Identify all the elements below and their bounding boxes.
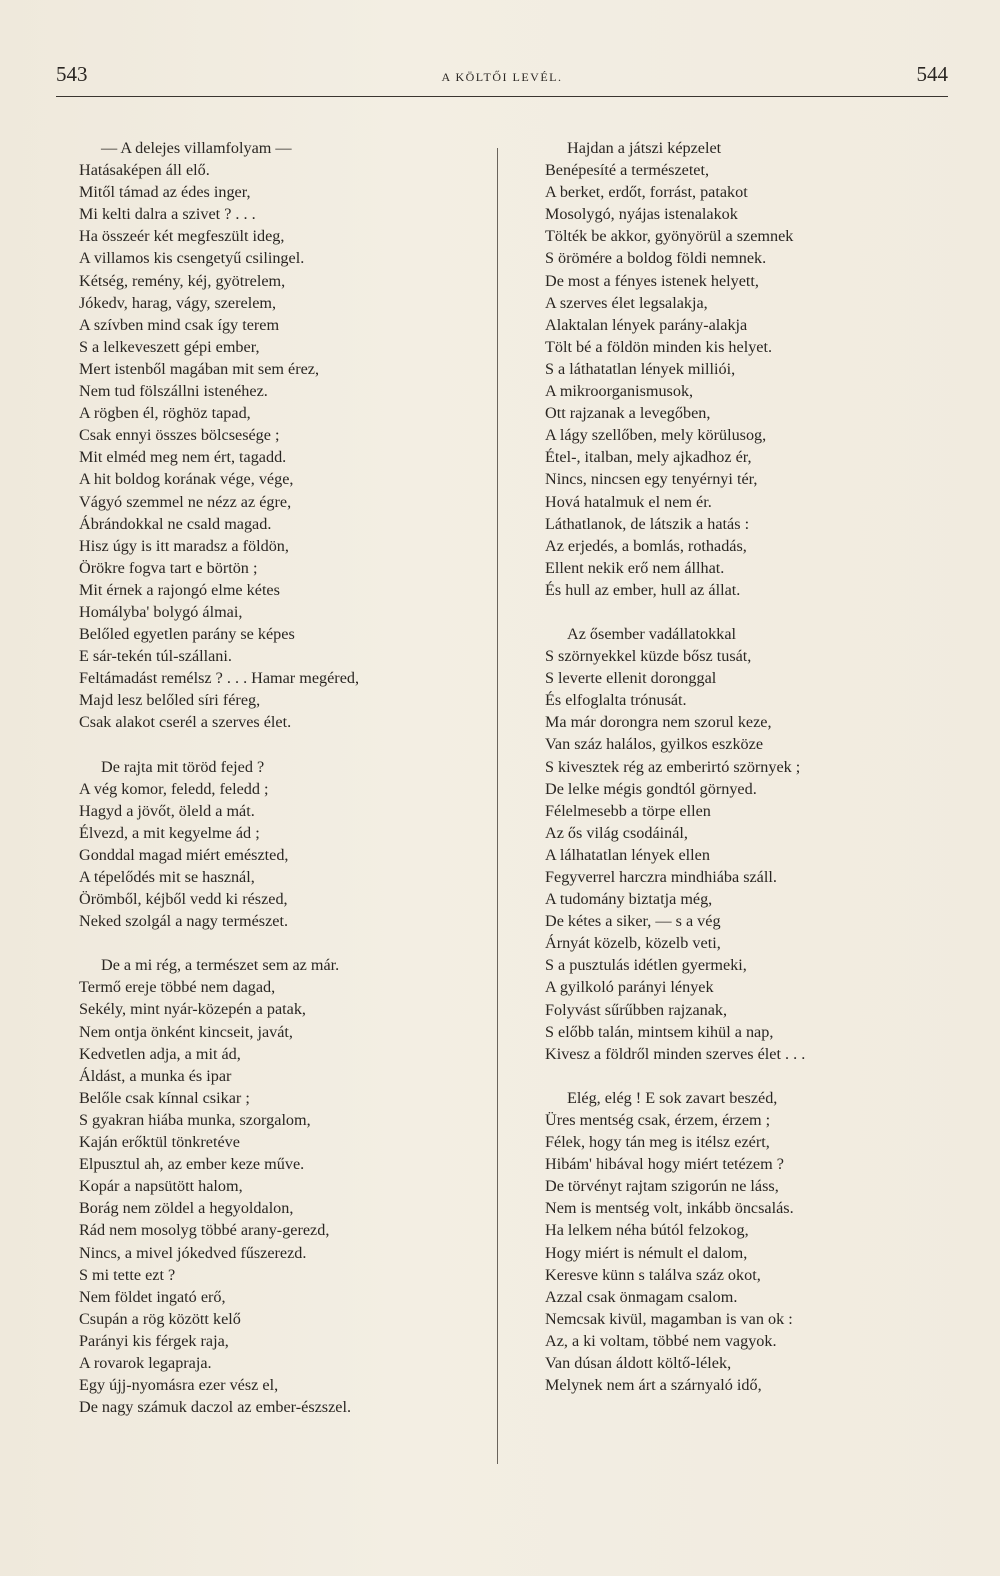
poem-line: Mi kelti dalra a szivet ? . . . [79, 205, 256, 224]
poem-line: És hull az ember, hull az állat. [545, 580, 741, 599]
poem-line: Az ős világ csodáinál, [545, 823, 688, 842]
poem-line: S örömére a boldog földi nemnek. [545, 249, 767, 268]
poem-line: Nemcsak kivül, magamban is van ok : [545, 1309, 793, 1328]
poem-line: Örömből, kéjből vedd ki részed, [79, 890, 288, 909]
poem-line: S szörnyekkel küzde bősz tusát, [545, 647, 752, 666]
poem-line: Nem földet ingató erő, [79, 1287, 226, 1306]
poem-line: Mert istenből magában mit sem érez, [79, 359, 320, 378]
poem-line: Majd lesz belőled síri féreg, [79, 691, 261, 710]
left-column [79, 137, 499, 1440]
poem-line: Feltámadást remélsz ? . . . Hamar megéred, [79, 669, 360, 688]
poem-line: Nincs, nincsen egy tenyérnyi tér, [545, 470, 758, 489]
poem-line: Árnyát közelb, közelb veti, [545, 934, 721, 953]
poem-line: S gyakran hiába munka, szorgalom, [79, 1110, 311, 1129]
poem-line: Borág nem zöldel a hegyoldalon, [79, 1199, 294, 1218]
poem-line: Ábrándokkal ne csald magad. [79, 514, 272, 533]
poem-line: Ha lelkem néha bútól felzokog, [545, 1221, 749, 1240]
stanza [545, 623, 965, 1065]
poem-line: S a pusztulás idétlen gyermeki, [545, 956, 747, 975]
poem-line: Mit elméd meg nem ért, tagadd. [79, 448, 287, 467]
poem-line: S kivesztek rég az emberirtó szörnyek ; [545, 757, 801, 776]
poem-line: De lelke mégis gondtól görnyed. [545, 779, 757, 798]
poem-line: Csupán a rög között kelő [79, 1309, 241, 1328]
poem-line: Vágyó szemmel ne nézz az égre, [79, 492, 292, 511]
stanza [79, 137, 499, 734]
poem-line: Sekély, mint nyár-közepén a patak, [79, 1000, 306, 1019]
page-number-right: 544 [916, 62, 948, 86]
poem-line: Tölték be akkor, gyönyörül a szemnek [545, 227, 794, 246]
poem-line: A vég komor, feledd, feledd ; [79, 779, 269, 798]
poem-line: Kopár a napsütött halom, [79, 1177, 243, 1196]
poem-line: De rajta mit töröd fejed ? [101, 757, 265, 776]
poem-line: A hit boldog korának vége, vége, [79, 470, 294, 489]
poem-line: A tudomány biztatja még, [545, 890, 713, 909]
poem-line: Neked szolgál a nagy természet. [79, 912, 288, 931]
poem-line: Kivesz a földről minden szerves élet . . . [545, 1044, 806, 1063]
poem-line: Alaktalan lények parány-alakja [545, 315, 748, 334]
poem-line: Mit érnek a rajongó elme kétes [79, 580, 280, 599]
page-number-left: 543 [56, 62, 88, 86]
poem-line: Tölt bé a földön minden kis helyet. [545, 337, 773, 356]
poem-line: Mosolygó, nyájas istenalakok [545, 205, 738, 224]
poem-line: Hagyd a jövőt, öleld a mát. [79, 801, 255, 820]
poem-line: A rögben él, röghöz tapad, [79, 404, 251, 423]
poem-line: De kétes a siker, — s a vég [545, 912, 721, 931]
page-header [56, 62, 948, 92]
poem-line: Ott rajzanak a levegőben, [545, 404, 711, 423]
poem-line: Folyvást sűrűbben rajzanak, [545, 1000, 728, 1019]
poem-line: A berket, erdőt, forrást, patakot [545, 183, 748, 202]
poem-line: Hová hatalmuk el nem ér. [545, 492, 712, 511]
poem-line: Félek, hogy tán meg is itélsz ezért, [545, 1133, 770, 1152]
poem-line: Homályba' bolygó álmai, [79, 602, 243, 621]
poem-line: A rovarok legapraja. [79, 1353, 212, 1372]
poem-line: — A delejes villamfolyam — [101, 139, 292, 157]
poem-line: Keresve künn s találva száz okot, [545, 1265, 761, 1284]
poem-line: Van száz halálos, gyilkos eszköze [545, 735, 764, 754]
poem-line: Elég, elég ! E sok zavart beszéd, [567, 1088, 778, 1107]
poem-line: Kaján erőktül tönkretéve [79, 1133, 240, 1152]
poem-line: Hogy miért is némult el dalom, [545, 1243, 748, 1262]
stanza [79, 756, 499, 933]
poem-line: S mi tette ezt ? [79, 1265, 176, 1284]
poem-line: Belőle csak kínnal csikar ; [79, 1088, 250, 1107]
poem-line: Melynek nem árt a szárnyaló idő, [545, 1376, 762, 1395]
poem-line: Gonddal magad miért emészted, [79, 845, 289, 864]
poem-line: De törvényt rajtam szigorún ne láss, [545, 1177, 779, 1196]
poem-line: Hatásaképen áll elő. [79, 161, 210, 180]
poem-line: A gyilkoló parányi lények [545, 978, 714, 997]
poem-line: Élvezd, a mit kegyelme ád ; [79, 823, 260, 842]
poem-line: A szerves élet legsalakja, [545, 293, 708, 312]
poem-line: Étel-, italban, mely ajkadhoz ér, [545, 448, 752, 467]
poem-line: De most a fényes istenek helyett, [545, 271, 759, 290]
poem-line: Az, a ki voltam, többé nem vagyok. [545, 1331, 777, 1350]
poem-line: Fegyverrel harczra mindhiába száll. [545, 868, 777, 886]
poem-line: Az ősember vadállatokkal [567, 624, 737, 643]
poem-line: Hibám' hibával hogy miért tetézem ? [545, 1155, 784, 1174]
poem-line: A mikroorganismusok, [545, 382, 694, 401]
poem-line: Hajdan a játszi képzelet [567, 139, 722, 157]
poem-line: Elpusztul ah, az ember keze műve. [79, 1155, 305, 1174]
header-rule [56, 96, 948, 97]
poem-line: Félelmesebb a törpe ellen [545, 801, 711, 820]
poem-line: Ellent nekik erő nem állhat. [545, 558, 725, 577]
poem-line: Mitől támad az édes inger, [79, 183, 251, 202]
poem-line: E sár-tekén túl-szállani. [79, 647, 232, 666]
poem-line: A szívben mind csak így terem [79, 315, 280, 334]
poem-line: Nem tud fölszállni istenéhez. [79, 382, 268, 401]
poem-line: De nagy számuk daczol az ember-észszel. [79, 1398, 352, 1417]
poem-line: Csak alakot cserél a szerves élet. [79, 713, 292, 732]
poem-line: Azzal csak önmagam csalom. [545, 1287, 738, 1306]
poem-line: Nincs, a mivel jókedved fűszerezd. [79, 1243, 307, 1262]
running-title: A KÖLTŐI LEVÉL. [441, 70, 563, 84]
poem-line: Egy újj-nyomásra ezer vész el, [79, 1376, 279, 1395]
poem-line: A tépelődés mit se használ, [79, 868, 255, 886]
poem-line: Ha összeér két megfeszült ideg, [79, 227, 285, 246]
poem-line: Kétség, remény, kéj, gyötrelem, [79, 271, 286, 290]
poem-line: Örökre fogva tart e börtön ; [79, 558, 258, 577]
poem-line: Van dúsan áldott költő-lélek, [545, 1353, 732, 1372]
poem-line: Parányi kis férgek raja, [79, 1331, 229, 1350]
poem-line: Hisz úgy is itt maradsz a földön, [79, 536, 289, 555]
poem-line: S a lelkeveszett gépi ember, [79, 337, 260, 356]
poem-line: A lálhatatlan lények ellen [545, 845, 710, 864]
poem-line: Az erjedés, a bomlás, rothadás, [545, 536, 747, 555]
poem-line: Belőled egyetlen parány se képes [79, 625, 295, 644]
poem-line: S leverte ellenit doronggal [545, 669, 717, 688]
poem-line: Termő ereje többé nem dagad, [79, 978, 276, 997]
poem-line: Rád nem mosolyg többé arany-gerezd, [79, 1221, 330, 1240]
poem-line: Jókedv, harag, vágy, szerelem, [79, 293, 277, 312]
poem-line: Nem is mentség volt, inkább öncsalás. [545, 1199, 794, 1218]
poem-line: Nem ontja önként kincseit, javát, [79, 1022, 293, 1041]
poem-line: De a mi rég, a természet sem az már. [101, 956, 340, 975]
poem-line: A villamos kis csengetyű csilingel. [79, 249, 305, 268]
poem-line: Üres mentség csak, érzem, érzem ; [545, 1110, 771, 1129]
poem-line: Ma már dorongra nem szorul keze, [545, 713, 772, 732]
poem-line: Áldást, a munka és ipar [79, 1066, 232, 1085]
poem-line: S előbb talán, mintsem kihül a nap, [545, 1022, 774, 1041]
poem-line: Kedvetlen adja, a mit ád, [79, 1044, 241, 1063]
right-column [545, 137, 965, 1418]
poem-line: Benépesíté a természetet, [545, 161, 710, 180]
poem-line: S a láthatatlan lények milliói, [545, 359, 736, 378]
stanza [545, 1087, 965, 1396]
poem-line: És elfoglalta trónusát. [545, 691, 687, 710]
stanza [79, 954, 499, 1418]
poem-line: Láthatlanok, de látszik a hatás : [545, 514, 750, 533]
poem-line: Csak ennyi összes bölcsesége ; [79, 426, 280, 445]
stanza [545, 137, 965, 601]
poem-line: A lágy szellőben, mely körülusog, [545, 426, 767, 445]
